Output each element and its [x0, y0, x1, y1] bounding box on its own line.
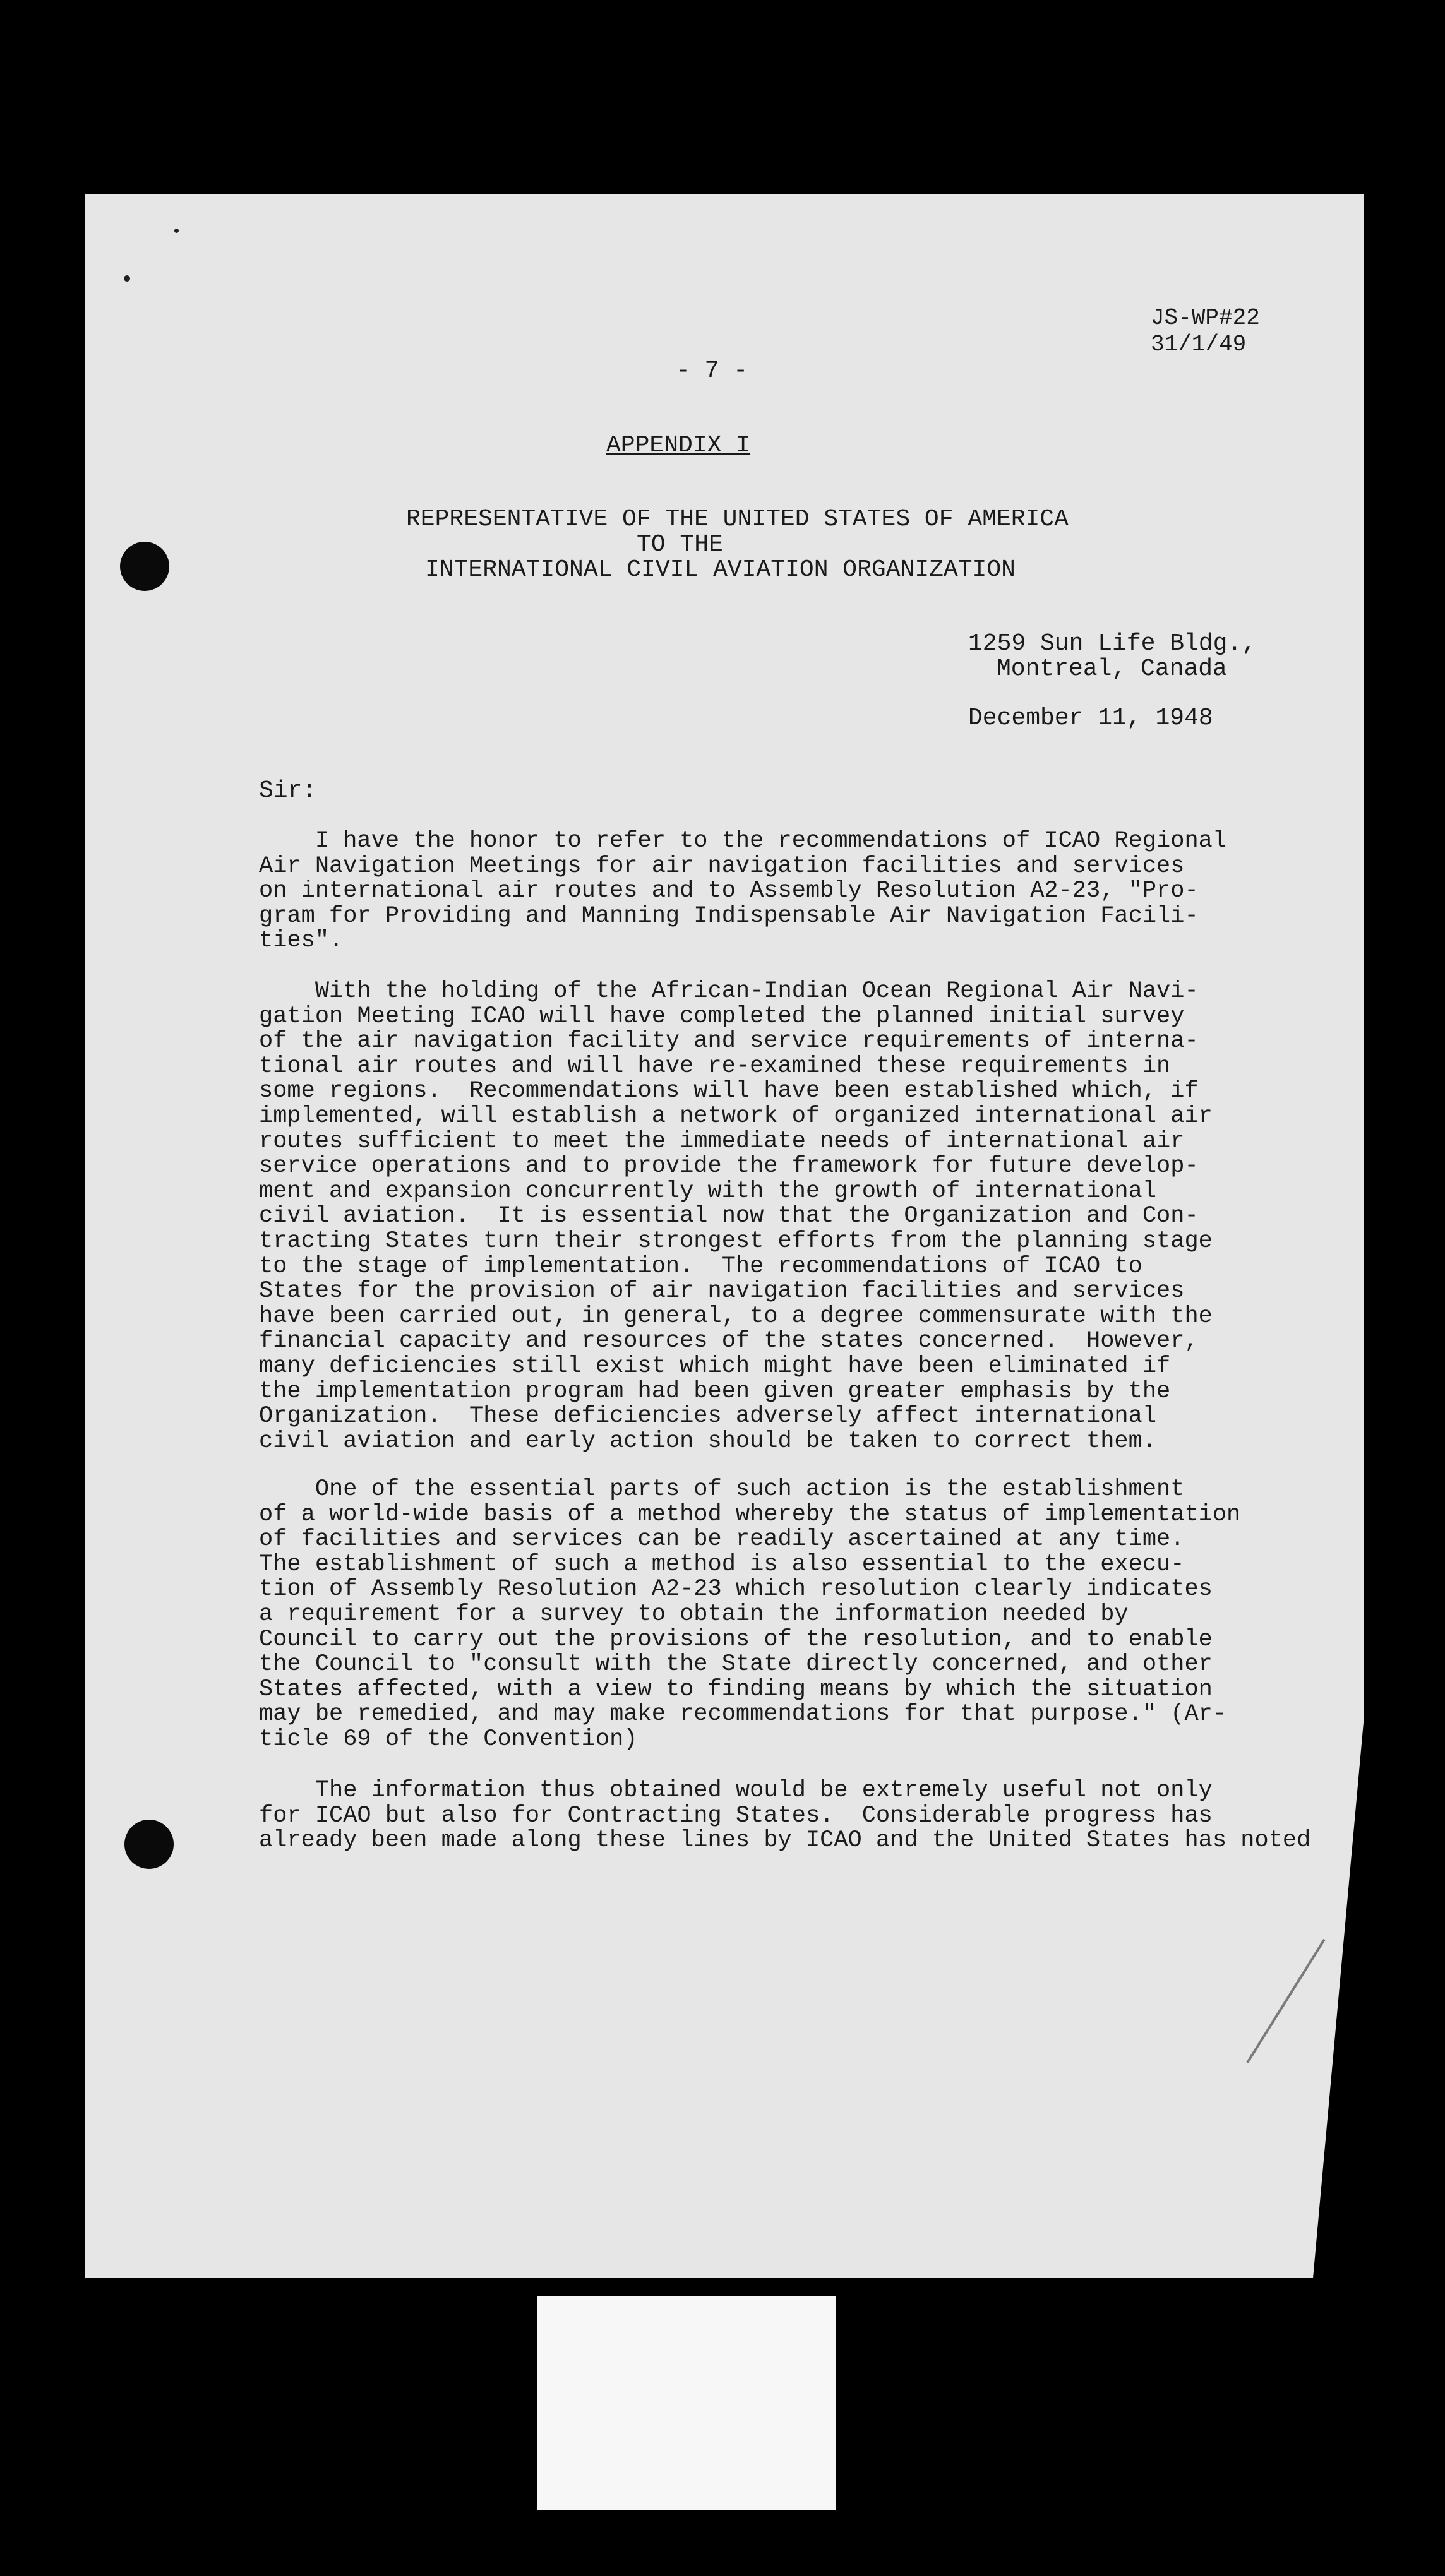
paragraph-4: The information thus obtained would be extremely useful not only for ICAO but also for Contracting States. Considerable progress has already been made along these lines by ICAO and the United States has noted	[259, 1777, 1311, 1854]
heading-line-2: TO THE	[637, 531, 723, 558]
punch-hole-top	[120, 542, 169, 591]
index-card	[537, 2296, 836, 2510]
address-line-1: 1259 Sun Life Bldg.,	[968, 630, 1257, 657]
paragraph-1: I have the honor to refer to the recommendations of ICAO Regional Air Navigation Meetings for air navigation facilities and services on international air routes and to Assembly Resolution A2-23, "Pro- gram for Providing and Manning Indispensable Air Navigation Facili- ties".	[259, 828, 1227, 955]
document-reference: JS-WP#22	[1151, 305, 1260, 331]
ink-speck	[124, 275, 130, 282]
heading-line-1: REPRESENTATIVE OF THE UNITED STATES OF AMERICA	[406, 506, 1069, 533]
paragraph-2: With the holding of the African-Indian Ocean Regional Air Navi- gation Meeting ICAO will have completed the planned initial survey of the air navigation facility and service requirements of interna- tional air routes and will have re-examined these requirements in some regions. Recommendations will have been established which, if implemented, will establish a network of organized international air routes sufficient to meet the immediate needs of international air service operations and to provide the framework for future develop- ment and expansion concurrently with the growth of international civil aviation. It is essential now that the Organization and Con- tracting States turn their strongest efforts from the planning stage to the stage of implementation. The recommendations of ICAO to States for the provision of air navigation facilities and services have been carried out, in general, to a degree commensurate with the financial capacity and resources of the states concerned. However, many deficiencies still exist which might have been eliminated if the implementation program had been given greater emphasis by the Organization. These deficiencies adversely affect international civil aviation and early action should be taken to correct them.	[259, 978, 1213, 1455]
address-line-2: Montreal, Canada	[997, 655, 1227, 683]
appendix-title: APPENDIX I	[606, 432, 751, 459]
heading-line-3: INTERNATIONAL CIVIL AVIATION ORGANIZATION	[425, 556, 1016, 583]
paragraph-3: One of the essential parts of such action is the establishment of a world-wide basis of a method whereby the status of implementation of facilities and services can be readily ascertained at any time. The establishment of such a method is also essential to the execu- tion of Assembly Resolution A2-23 which resolution clearly indicates a requirement for a survey to obtain the information needed by Council to carry out the provisions of the resolution, and to enable the Council to "consult with the State directly concerned, and other States affected, with a view to finding means by which the situation may be remedied, and may make recommendations for that purpose." (Ar- ticle 69 of the Convention)	[259, 1476, 1241, 1753]
salutation: Sir:	[259, 777, 317, 804]
punch-hole-bottom	[124, 1820, 174, 1869]
document-date-code: 31/1/49	[1151, 331, 1247, 357]
ink-speck	[174, 229, 179, 233]
page-number: - 7 -	[676, 357, 748, 385]
letter-date: December 11, 1948	[968, 705, 1213, 732]
